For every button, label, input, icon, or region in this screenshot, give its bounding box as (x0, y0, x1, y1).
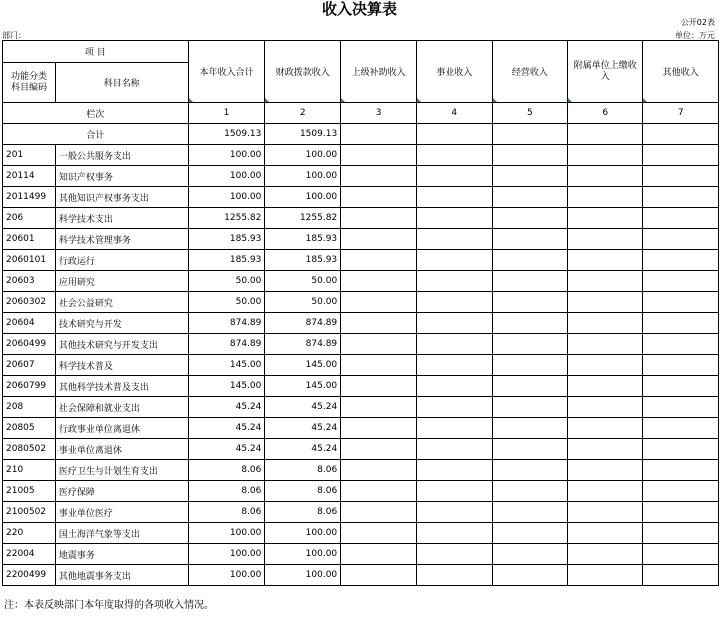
empty-cell[interactable] (341, 208, 417, 229)
empty-cell[interactable] (568, 544, 643, 565)
empty-cell[interactable] (341, 523, 417, 544)
empty-cell[interactable] (492, 418, 568, 439)
row-name[interactable]: 其他地震事务支出 (55, 565, 188, 586)
table-row (3, 376, 719, 397)
row-fiscal[interactable]: 50.00 (265, 292, 341, 313)
table-row (3, 565, 719, 586)
empty-cell[interactable] (492, 271, 568, 292)
empty-cell[interactable] (492, 565, 568, 586)
row-code[interactable]: 20607 (3, 355, 56, 376)
row-fiscal[interactable]: 45.24 (265, 439, 341, 460)
row-total[interactable]: 100.00 (188, 166, 265, 187)
row-total[interactable]: 874.89 (188, 313, 265, 334)
table-row (3, 292, 719, 313)
row-fiscal[interactable]: 185.93 (265, 250, 341, 271)
empty-cell[interactable] (416, 565, 492, 586)
row-name[interactable]: 行政运行 (55, 250, 188, 271)
empty-cell[interactable] (643, 460, 719, 481)
table-row (3, 355, 719, 376)
table-row (3, 460, 719, 481)
total-cell[interactable] (492, 124, 568, 145)
row-name[interactable]: 行政事业单位离退休 (55, 418, 188, 439)
empty-cell[interactable] (341, 397, 417, 418)
empty-cell[interactable] (568, 271, 643, 292)
empty-cell[interactable] (492, 502, 568, 523)
row-code[interactable]: 201 (3, 145, 56, 166)
empty-cell[interactable] (568, 481, 643, 502)
row-fiscal[interactable]: 8.06 (265, 502, 341, 523)
empty-cell[interactable] (568, 418, 643, 439)
empty-cell[interactable] (492, 544, 568, 565)
empty-cell[interactable] (643, 565, 719, 586)
row-total[interactable]: 874.89 (188, 334, 265, 355)
empty-cell[interactable] (341, 439, 417, 460)
empty-cell[interactable] (492, 292, 568, 313)
row-total[interactable]: 45.24 (188, 418, 265, 439)
empty-cell[interactable] (416, 292, 492, 313)
row-name[interactable]: 医疗保障 (55, 481, 188, 502)
total-cell[interactable] (643, 124, 719, 145)
table-row (3, 187, 719, 208)
col-header-other[interactable]: 其他收入 (643, 41, 719, 103)
empty-cell[interactable] (341, 271, 417, 292)
empty-cell[interactable] (416, 208, 492, 229)
total-cell[interactable] (341, 124, 417, 145)
table-row (3, 418, 719, 439)
row-fiscal[interactable]: 100.00 (265, 187, 341, 208)
row-total[interactable]: 145.00 (188, 355, 265, 376)
row-fiscal[interactable]: 145.00 (265, 355, 341, 376)
row-code[interactable]: 20601 (3, 229, 56, 250)
empty-cell[interactable] (643, 145, 719, 166)
row-fiscal[interactable]: 45.24 (265, 397, 341, 418)
empty-cell[interactable] (568, 565, 643, 586)
empty-cell[interactable] (341, 481, 417, 502)
table-row (3, 439, 719, 460)
table-row (3, 313, 719, 334)
empty-cell[interactable] (568, 439, 643, 460)
row-total[interactable]: 1255.82 (188, 208, 265, 229)
empty-cell[interactable] (341, 166, 417, 187)
empty-cell[interactable] (416, 376, 492, 397)
report-title: 收入决算表 (321, 0, 397, 18)
empty-cell[interactable] (568, 355, 643, 376)
empty-cell[interactable] (643, 376, 719, 397)
empty-cell[interactable] (568, 145, 643, 166)
total-label: 合计 (3, 124, 189, 145)
empty-cell[interactable] (643, 271, 719, 292)
empty-cell[interactable] (492, 250, 568, 271)
empty-cell[interactable] (643, 502, 719, 523)
empty-cell[interactable] (643, 334, 719, 355)
empty-cell[interactable] (643, 187, 719, 208)
empty-cell[interactable] (492, 187, 568, 208)
row-total[interactable]: 50.00 (188, 271, 265, 292)
row-code[interactable]: 210 (3, 460, 56, 481)
row-code[interactable]: 22004 (3, 544, 56, 565)
empty-cell[interactable] (416, 460, 492, 481)
empty-cell[interactable] (416, 313, 492, 334)
empty-cell[interactable] (492, 481, 568, 502)
col-num[interactable]: 5 (492, 103, 568, 124)
empty-cell[interactable] (416, 439, 492, 460)
empty-cell[interactable] (568, 229, 643, 250)
row-name[interactable]: 其他知识产权事务支出 (55, 187, 188, 208)
empty-cell[interactable] (341, 565, 417, 586)
row-fiscal[interactable]: 100.00 (265, 166, 341, 187)
row-code[interactable]: 2011499 (3, 187, 56, 208)
row-name[interactable]: 科学技术普及 (55, 355, 188, 376)
row-name[interactable]: 国土海洋气象等支出 (55, 523, 188, 544)
row-name[interactable]: 医疗卫生与计划生育支出 (55, 460, 188, 481)
col-num[interactable]: 7 (643, 103, 719, 124)
empty-cell[interactable] (416, 481, 492, 502)
row-total[interactable]: 185.93 (188, 229, 265, 250)
table-row (3, 544, 719, 565)
total-cell[interactable]: 1509.13 (265, 124, 341, 145)
row-name[interactable]: 科学技术支出 (55, 208, 188, 229)
row-fiscal[interactable]: 185.93 (265, 229, 341, 250)
empty-cell[interactable] (568, 166, 643, 187)
row-total[interactable]: 8.06 (188, 481, 265, 502)
table-row (3, 481, 719, 502)
row-name[interactable]: 其他科学技术普及支出 (55, 376, 188, 397)
empty-cell[interactable] (416, 523, 492, 544)
empty-cell[interactable] (568, 208, 643, 229)
row-code[interactable]: 20805 (3, 418, 56, 439)
project-header: 项 目 (3, 41, 189, 63)
row-code[interactable]: 20114 (3, 166, 56, 187)
empty-cell[interactable] (492, 355, 568, 376)
row-fiscal[interactable]: 8.06 (265, 460, 341, 481)
total-cell[interactable] (568, 124, 643, 145)
empty-cell[interactable] (643, 544, 719, 565)
row-fiscal[interactable]: 100.00 (265, 565, 341, 586)
row-code[interactable]: 21005 (3, 481, 56, 502)
row-code[interactable]: 2060101 (3, 250, 56, 271)
empty-cell[interactable] (341, 502, 417, 523)
row-name[interactable]: 其他技术研究与开发支出 (55, 334, 188, 355)
empty-cell[interactable] (492, 166, 568, 187)
row-total[interactable]: 185.93 (188, 250, 265, 271)
row-total[interactable]: 100.00 (188, 565, 265, 586)
table-row (3, 250, 719, 271)
empty-cell[interactable] (416, 250, 492, 271)
empty-cell[interactable] (492, 208, 568, 229)
empty-cell[interactable] (643, 292, 719, 313)
row-name[interactable]: 应用研究 (55, 271, 188, 292)
subject-name-header: 科目名称 (55, 63, 188, 103)
empty-cell[interactable] (341, 334, 417, 355)
table-row (3, 229, 719, 250)
empty-cell[interactable] (643, 313, 719, 334)
row-code[interactable]: 208 (3, 397, 56, 418)
empty-cell[interactable] (568, 313, 643, 334)
empty-cell[interactable] (492, 439, 568, 460)
row-code[interactable]: 2080502 (3, 439, 56, 460)
row-name[interactable]: 事业单位离退休 (55, 439, 188, 460)
row-name[interactable]: 知识产权事务 (55, 166, 188, 187)
func-code-header: 功能分类 科目编码 (3, 63, 56, 103)
col-num[interactable]: 4 (416, 103, 492, 124)
empty-cell[interactable] (643, 208, 719, 229)
row-fiscal[interactable]: 145.00 (265, 376, 341, 397)
empty-cell[interactable] (492, 313, 568, 334)
empty-cell[interactable] (341, 313, 417, 334)
table-row (3, 208, 719, 229)
row-total[interactable]: 50.00 (188, 292, 265, 313)
empty-cell[interactable] (341, 376, 417, 397)
empty-cell[interactable] (568, 292, 643, 313)
row-fiscal[interactable]: 1255.82 (265, 208, 341, 229)
empty-cell[interactable] (416, 229, 492, 250)
col-num[interactable]: 3 (341, 103, 417, 124)
lanci-label: 栏次 (3, 103, 189, 124)
empty-cell[interactable] (341, 145, 417, 166)
footnote: 注：本表反映部门本年度取得的各项收入情况。 (4, 600, 214, 611)
empty-cell[interactable] (643, 166, 719, 187)
income-table (2, 40, 719, 586)
col-header-business[interactable]: 事业收入 (416, 41, 492, 103)
empty-cell[interactable] (568, 502, 643, 523)
row-name[interactable]: 科学技术管理事务 (55, 229, 188, 250)
empty-cell[interactable] (643, 229, 719, 250)
col-header-operating[interactable]: 经营收入 (492, 41, 568, 103)
row-code[interactable]: 2200499 (3, 565, 56, 586)
empty-cell[interactable] (568, 523, 643, 544)
empty-cell[interactable] (643, 355, 719, 376)
table-row (3, 523, 719, 544)
col-num[interactable]: 6 (568, 103, 643, 124)
row-code[interactable]: 2060302 (3, 292, 56, 313)
row-fiscal[interactable]: 8.06 (265, 481, 341, 502)
empty-cell[interactable] (416, 355, 492, 376)
table-row (3, 166, 719, 187)
empty-cell[interactable] (416, 502, 492, 523)
empty-cell[interactable] (643, 439, 719, 460)
row-name[interactable]: 事业单位医疗 (55, 502, 188, 523)
empty-cell[interactable] (341, 229, 417, 250)
col-header-total[interactable]: 本年收入合计 (188, 41, 265, 103)
empty-cell[interactable] (492, 229, 568, 250)
empty-cell[interactable] (568, 460, 643, 481)
empty-cell[interactable] (341, 460, 417, 481)
row-total[interactable]: 45.24 (188, 397, 265, 418)
empty-cell[interactable] (643, 250, 719, 271)
row-total[interactable]: 100.00 (188, 523, 265, 544)
empty-cell[interactable] (341, 187, 417, 208)
col-num[interactable]: 2 (265, 103, 341, 124)
empty-cell[interactable] (416, 334, 492, 355)
row-total[interactable]: 100.00 (188, 145, 265, 166)
empty-cell[interactable] (643, 523, 719, 544)
col-header-fiscal[interactable]: 财政拨款收入 (265, 41, 341, 103)
row-name[interactable]: 社会保障和就业支出 (55, 397, 188, 418)
row-fiscal[interactable]: 874.89 (265, 313, 341, 334)
table-row (3, 145, 719, 166)
row-code[interactable]: 220 (3, 523, 56, 544)
row-fiscal[interactable]: 50.00 (265, 271, 341, 292)
row-name[interactable]: 社会公益研究 (55, 292, 188, 313)
row-fiscal[interactable]: 100.00 (265, 544, 341, 565)
row-code[interactable]: 2060799 (3, 376, 56, 397)
empty-cell[interactable] (416, 187, 492, 208)
unit-label: 单位：万元 (675, 31, 715, 40)
empty-cell[interactable] (643, 418, 719, 439)
empty-cell[interactable] (416, 271, 492, 292)
empty-cell[interactable] (643, 481, 719, 502)
empty-cell[interactable] (416, 544, 492, 565)
row-total[interactable]: 8.06 (188, 502, 265, 523)
row-name[interactable]: 一般公共服务支出 (55, 145, 188, 166)
empty-cell[interactable] (492, 397, 568, 418)
total-cell[interactable]: 1509.13 (188, 124, 265, 145)
row-fiscal[interactable]: 874.89 (265, 334, 341, 355)
table-row (3, 502, 719, 523)
row-code[interactable]: 2060499 (3, 334, 56, 355)
row-fiscal[interactable]: 45.24 (265, 418, 341, 439)
empty-cell[interactable] (568, 397, 643, 418)
row-total[interactable]: 100.00 (188, 544, 265, 565)
empty-cell[interactable] (492, 523, 568, 544)
row-fiscal[interactable]: 100.00 (265, 145, 341, 166)
col-num[interactable]: 1 (188, 103, 265, 124)
row-code[interactable]: 2100502 (3, 502, 56, 523)
form-number: 公开02表 (680, 18, 715, 27)
table-row (3, 271, 719, 292)
empty-cell[interactable] (416, 397, 492, 418)
empty-cell[interactable] (643, 397, 719, 418)
row-code[interactable]: 20603 (3, 271, 56, 292)
row-total[interactable]: 8.06 (188, 460, 265, 481)
empty-cell[interactable] (341, 418, 417, 439)
row-fiscal[interactable]: 100.00 (265, 523, 341, 544)
table-row (3, 334, 719, 355)
empty-cell[interactable] (341, 250, 417, 271)
empty-cell[interactable] (568, 334, 643, 355)
empty-cell[interactable] (492, 145, 568, 166)
empty-cell[interactable] (341, 544, 417, 565)
department-label: 部门： (2, 31, 26, 40)
table-row (3, 397, 719, 418)
empty-cell[interactable] (416, 418, 492, 439)
col-header-superior[interactable]: 上级补助收入 (341, 41, 417, 103)
row-total[interactable]: 45.24 (188, 439, 265, 460)
empty-cell[interactable] (492, 460, 568, 481)
empty-cell[interactable] (416, 145, 492, 166)
row-code[interactable]: 206 (3, 208, 56, 229)
total-cell[interactable] (416, 124, 492, 145)
empty-cell[interactable] (568, 376, 643, 397)
empty-cell[interactable] (568, 187, 643, 208)
empty-cell[interactable] (416, 166, 492, 187)
empty-cell[interactable] (568, 250, 643, 271)
row-code[interactable]: 20604 (3, 313, 56, 334)
row-name[interactable]: 地震事务 (55, 544, 188, 565)
empty-cell[interactable] (341, 355, 417, 376)
empty-cell[interactable] (492, 376, 568, 397)
col-header-affiliated[interactable]: 附属单位上缴收入 (568, 41, 643, 103)
empty-cell[interactable] (492, 334, 568, 355)
row-name[interactable]: 技术研究与开发 (55, 313, 188, 334)
empty-cell[interactable] (341, 292, 417, 313)
row-total[interactable]: 100.00 (188, 187, 265, 208)
row-total[interactable]: 145.00 (188, 376, 265, 397)
